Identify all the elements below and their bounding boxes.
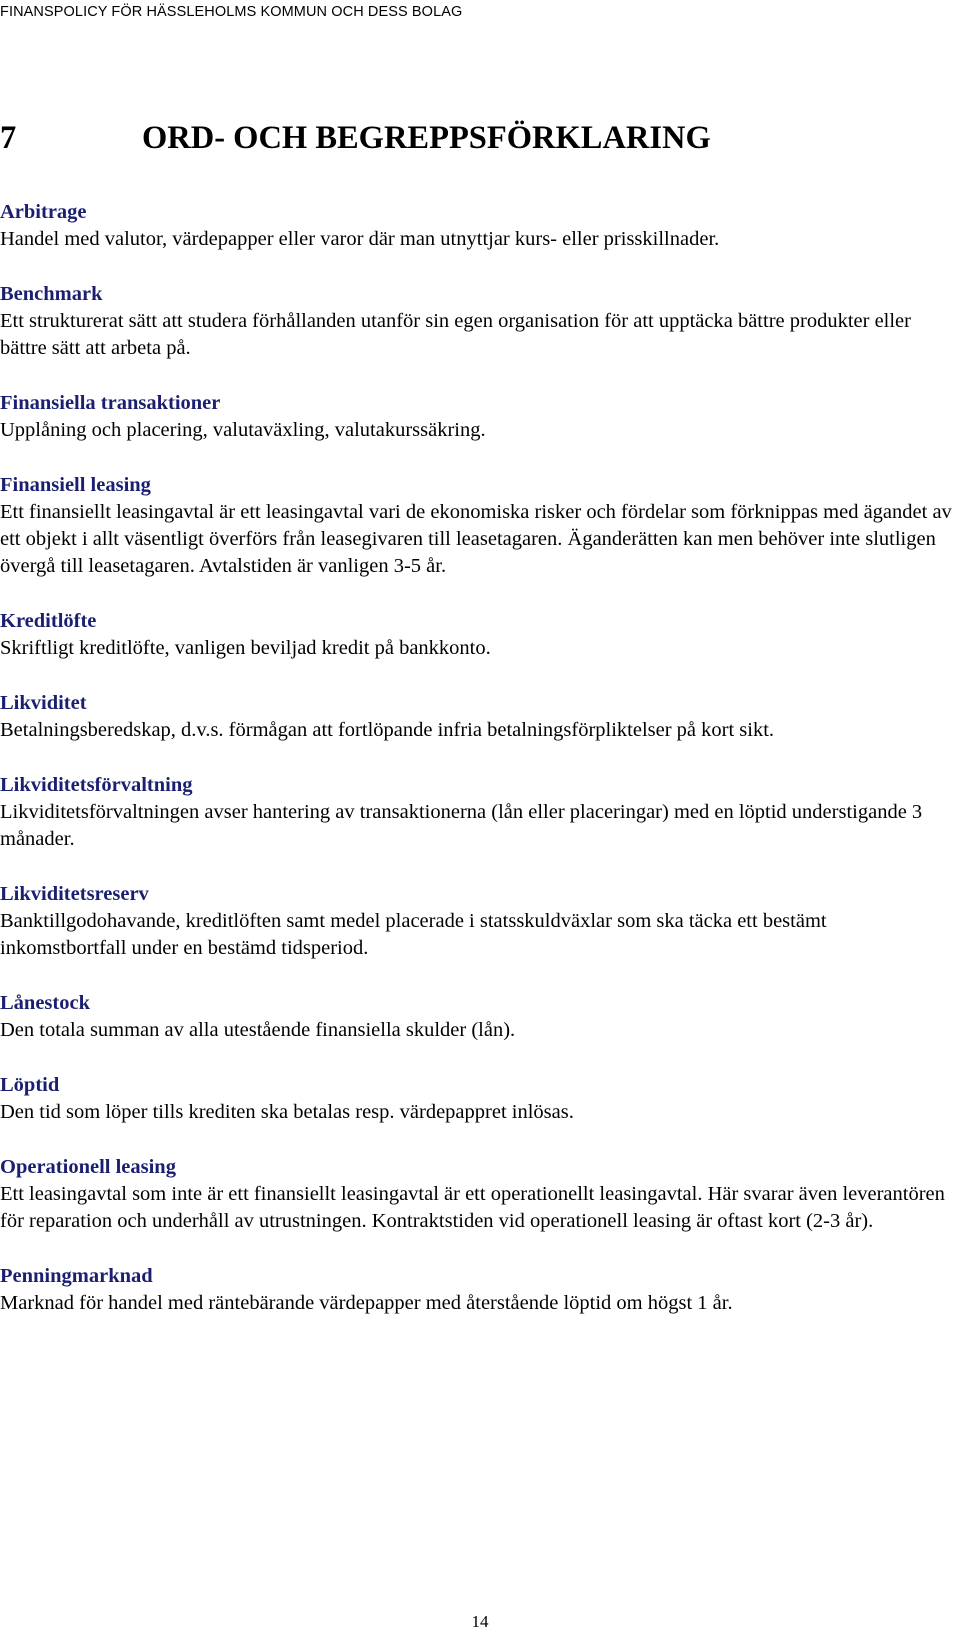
glossary-entry [0,1072,958,1126]
glossary-entry [0,990,958,1044]
glossary-entry [0,472,958,580]
glossary-entry [0,1263,958,1317]
glossary-term: Penningmarknad [0,1265,153,1287]
glossary-entry [0,1154,958,1235]
glossary-definition: Marknad för handel med räntebärande värdepapper med återstående löptid om högst 1 år. [0,1292,733,1314]
glossary-entry [0,281,958,362]
glossary-entry [0,881,958,962]
glossary-definition: Den totala summan av alla utestående finansiella skulder (lån). [0,1019,516,1041]
glossary-term: Arbitrage [0,201,87,223]
glossary-term: Kreditlöfte [0,610,97,632]
glossary-definition: Handel med valutor, värdepapper eller varor där man utnyttjar kurs- eller prisskillnader. [0,228,720,250]
section-number: 7 [0,120,17,156]
glossary-term: Likviditet [0,692,87,714]
glossary-entry [0,608,958,662]
glossary-definition: Ett leasingavtal som inte är ett finansiellt leasingavtal är ett operationellt leasingavtal. Här svarar även leverantören för reparation och underhåll av utrustningen. Kontraktstiden vid operationell leasing är oftast kort (2-3 år). [0,1183,945,1232]
glossary-list [0,199,958,1345]
page-number: 14 [471,1612,489,1631]
glossary-definition: Ett finansiellt leasingavtal är ett leasingavtal vari de ekonomiska risker och fördelar som förknippas med ägandet av ett objekt i allt väsentligt överförs från leasegivaren till leasetagaren. Äganderätten kan men behöver inte slutligen övergå till leasetagaren. Avtalstiden är vanligen 3-5 år. [0,501,952,577]
glossary-term: Finansiella transaktioner [0,392,221,414]
section-heading [0,114,960,162]
glossary-definition: Den tid som löper tills krediten ska betalas resp. värdepappret inlösas. [0,1101,574,1123]
glossary-entry [0,690,958,744]
glossary-term: Finansiell leasing [0,474,151,496]
glossary-term: Lånestock [0,992,90,1014]
glossary-entry [0,199,958,253]
glossary-entry [0,772,958,853]
glossary-definition: Likviditetsförvaltningen avser hantering av transaktionerna (lån eller placeringar) med en löptid understigande 3 månader. [0,801,923,850]
glossary-definition: Skriftligt kreditlöfte, vanligen beviljad kredit på bankkonto. [0,637,491,659]
glossary-definition: Upplåning och placering, valutaväxling, valutakurssäkring. [0,419,486,441]
glossary-term: Benchmark [0,283,103,305]
glossary-term: Likviditetsförvaltning [0,774,193,796]
glossary-definition: Ett strukturerat sätt att studera förhållanden utanför sin egen organisation för att upptäcka bättre produkter eller bättre sätt att arbeta på. [0,310,911,359]
glossary-term: Löptid [0,1074,60,1096]
glossary-definition: Banktillgodohavande, kreditlöften samt medel placerade i statsskuldväxlar som ska täcka ett bestämt inkomstbortfall under en bestämd tidsperiod. [0,910,827,959]
glossary-entry [0,390,958,444]
running-header: FINANSPOLICY FÖR HÄSSLEHOLMS KOMMUN OCH DESS BOLAG [0,4,463,20]
section-title: ORD- OCH BEGREPPSFÖRKLARING [142,120,711,156]
glossary-term: Operationell leasing [0,1156,176,1178]
glossary-term: Likviditetsreserv [0,883,149,905]
glossary-definition: Betalningsberedskap, d.v.s. förmågan att fortlöpande infria betalningsförpliktelser på kort sikt. [0,719,775,741]
